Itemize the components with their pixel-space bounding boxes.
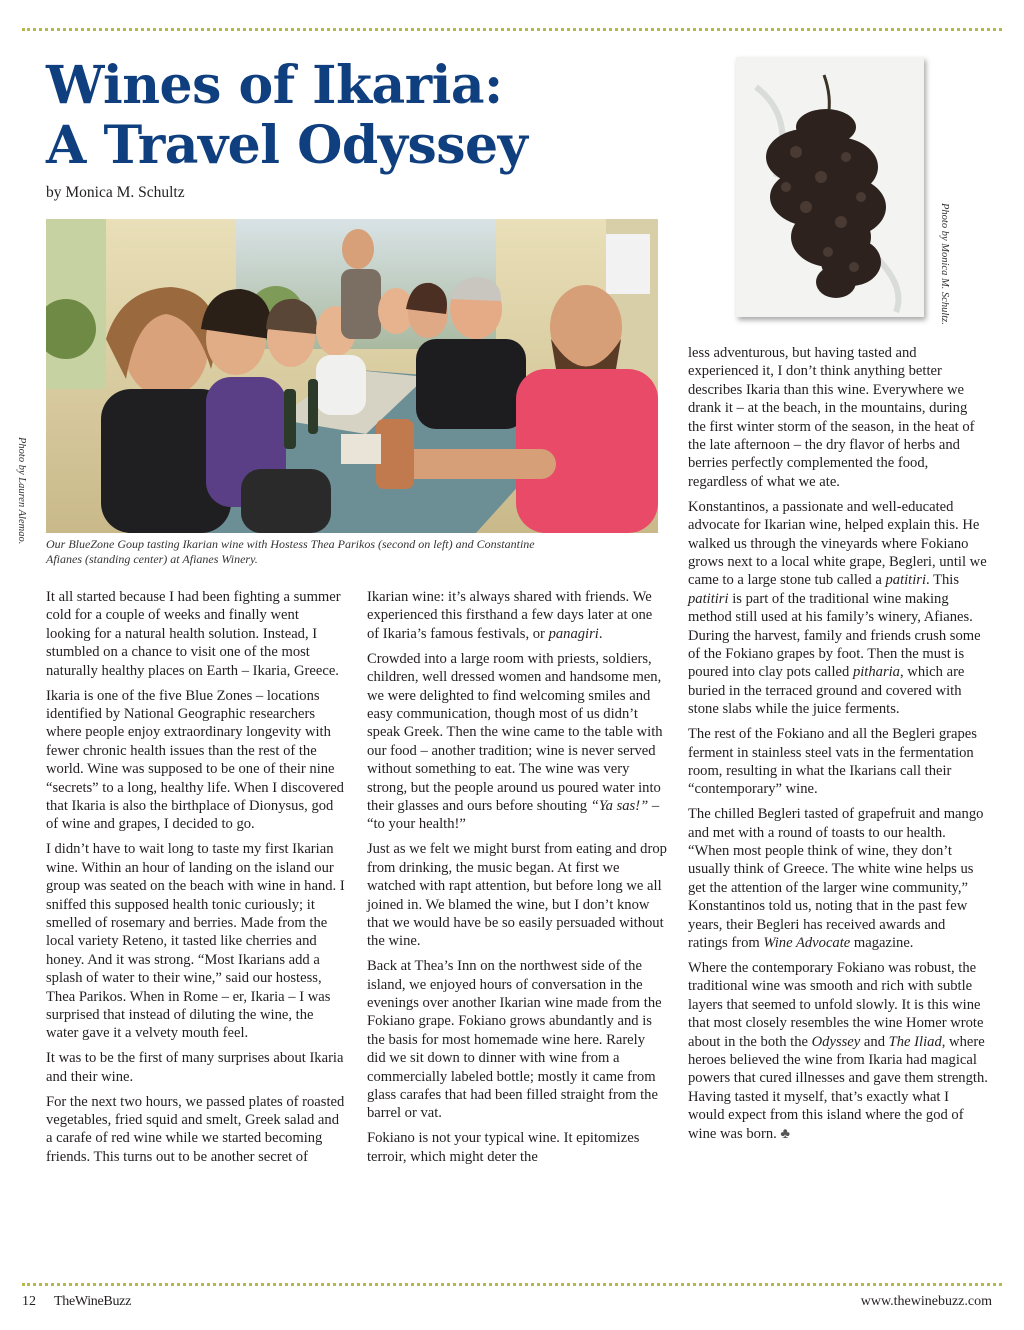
text-run: is part of the traditional wine making method still used at his family’s winery, Afianes. During the harvest, family and friends crush some of the Fokiano grapes by foot. Then the must is poured into clay pots called: [688, 590, 981, 681]
grapes-photo-credit: Photo by Monica M. Schultz.: [939, 203, 950, 325]
paragraph: [688, 805, 988, 952]
text-run: and: [860, 1033, 889, 1050]
title-line-1: Wines of Ikaria:: [46, 55, 503, 116]
group-photo-credit: Photo by Lauren Alemao.: [16, 437, 27, 545]
emphasis: “Ya sas!”: [590, 797, 649, 814]
emphasis: panagiri: [548, 625, 599, 642]
paragraph: Fokiano is not your typical wine. It epitomizes terroir, which might deter the: [367, 1130, 640, 1165]
caption-line-1: Our BlueZone Goup tasting Ikarian wine with Hostess Thea Parikos (second on left) and Constantine: [46, 537, 535, 551]
emphasis: patitiri: [688, 590, 729, 607]
text-run: . This: [926, 572, 960, 589]
footer-url[interactable]: www.thewinebuzz.com: [860, 1294, 992, 1309]
magazine-name: TheWineBuzz: [54, 1294, 131, 1309]
paragraph: It all started because I had been fighting a summer cold for a couple of weeks and finally went looking for a natural health solution. Instead, I stumbled on a chance to visit one of the most naturally healthy places on Earth – Ikaria, Greece.: [46, 589, 341, 679]
article-title: [46, 56, 527, 176]
emphasis: patitiri: [885, 572, 927, 589]
photo-caption: [46, 537, 646, 566]
text-run: Crowded into a large room with priests, soldiers, children, well dressed women and handsome men, we were delighted to find welcoming smiles and easy communication, though most of us didn’t speak Greek. Then the wine came to the table with our food – another tradition; wine is never served without something to eat. The wine was very strong, but the people around us poured water into their glasses and ours before shouting: [367, 650, 663, 814]
text-run: Where the contemporary Fokiano was robust, the traditional wine was smooth and rich with subtle layers that seemed to unfold slowly. It is this wine that most closely resembles the wine Homer wrote about in the both the: [688, 960, 984, 1050]
text-run: magazine.: [850, 935, 914, 952]
page-number: 12: [22, 1294, 36, 1309]
bottom-dotted-rule: [22, 1283, 1002, 1286]
emphasis: pitharia: [852, 664, 900, 681]
text-run: , where heroes believed the wine from Ikaria had magical powers that cured illnesses and gave them strength. Having tasted it myself, that’s exactly what I would expect from this island where the god of wine was born.: [688, 1033, 988, 1142]
paragraph: less adventurous, but having tasted and experienced it, I don’t think anything better describes Ikaria than this wine. Everywhere we drank it – at the beach, in the mountains, during the first winter storm of the season, in the heat of the late afternoon – the dry flavor of herbs and berries perfectly complemented the food, regardless of what we ate.: [688, 345, 975, 490]
paragraph: I didn’t have to wait long to taste my first Ikarian wine. Within an hour of landing on the island our group was seated on the beach with wine in hand. I sniffed this supposed health tonic curiously; it smelled of rosemary and berries. Made from the local variety Reteno, it tasted like cherries and honey. And it was strong. “Most Ikarians add a splash of water to their wine,” said our hostess, Thea Parikos. When in Rome – er, Ikaria – I was surprised that instead of diluting the wine, the water gave it a velvety mouth feel.: [46, 841, 345, 1042]
text-run: .: [598, 625, 603, 642]
text-run: Konstantinos, a passionate and well-educated advocate for Ikarian wine, helped explain this. He walked us through the vineyards where Fokiano grows next to a local white grape, Begleri, until we came to a large stone tub called a: [688, 498, 987, 589]
article-column-2: [367, 588, 667, 1173]
text-run: – “to your health!”: [367, 797, 660, 833]
paragraph: The rest of the Fokiano and all the Begleri grapes ferment in stainless steel vats in the fermentation room, resulting in what the Ikarians call their “contemporary” wine.: [688, 726, 977, 798]
paragraph: [688, 959, 988, 1143]
article-column-3: [688, 344, 988, 1150]
group-tasting-photo: [46, 219, 658, 533]
end-mark-icon: ♣: [780, 1125, 790, 1142]
title-line-2: A Travel Odyssey: [46, 115, 528, 176]
paragraph: For the next two hours, we passed plates of roasted vegetables, fried squid and smelt, Greek salad and a carafe of red wine while we started becoming friends. This turns out to be another secret of: [46, 1093, 345, 1165]
emphasis: Wine Advocate: [763, 935, 851, 952]
paragraph: [688, 498, 988, 719]
caption-line-2: Afianes (standing center) at Afianes Winery.: [46, 551, 258, 566]
footer-left: [22, 1294, 131, 1310]
text-run: Ikarian wine: it’s always shared with friends. We experienced this firsthand a few days later at one of Ikaria’s famous festivals, or: [367, 589, 653, 642]
text-run: The chilled Begleri tasted of grapefruit and mango and met with a round of toasts to our health. “When most people think of wine, they don’t usually think of Greece. The white wine helps us get the attention of the larger wine community,” Konstantinos told us, noting that in the past few years, their Begleri has received awards and ratings from: [688, 806, 984, 952]
emphasis: Odyssey: [811, 1033, 861, 1050]
paragraph: It was to be the first of many surprises about Ikaria and their wine.: [46, 1050, 344, 1085]
paragraph: Back at Thea’s Inn on the northwest side of the island, we enjoyed hours of conversation in the evenings over another Ikarian wine made from the Fokiano grape. Fokiano grows abundantly and is the basis for most homemade wine here. Rarely did we sit down to dinner with wine from a commercially labeled bottle; mostly it came from glass carafes that had been filled straight from the barrel or vat.: [367, 958, 662, 1122]
text-run: , which are buried in the terraced ground and covered with stone slabs while the juice ferments.: [688, 664, 965, 718]
article-column-1: [46, 588, 346, 1173]
top-dotted-rule: [22, 28, 1002, 31]
emphasis: The Iliad: [888, 1033, 942, 1050]
paragraph: [367, 650, 667, 834]
paragraph: [367, 588, 667, 643]
dried-grapes-photo: [736, 57, 924, 317]
paragraph: Ikaria is one of the five Blue Zones – locations identified by National Geographic researchers where people enjoy extraordinary longevity with fewer chronic health issues than the rest of the world. Wine was supposed to be one of their nine “secrets” to a long, healthy life. When I discovered that Ikaria is also the birthplace of Dionysus, god of wine and grapes, I decided to go.: [46, 687, 344, 833]
byline: by Monica M. Schultz: [46, 184, 185, 201]
paragraph: Just as we felt we might burst from eating and drop from drinking, the music began. At first we watched with rapt attention, but before long we all joined in. We blamed the wine, but I don’t know that we would have be so easily persuaded without the wine.: [367, 841, 667, 950]
